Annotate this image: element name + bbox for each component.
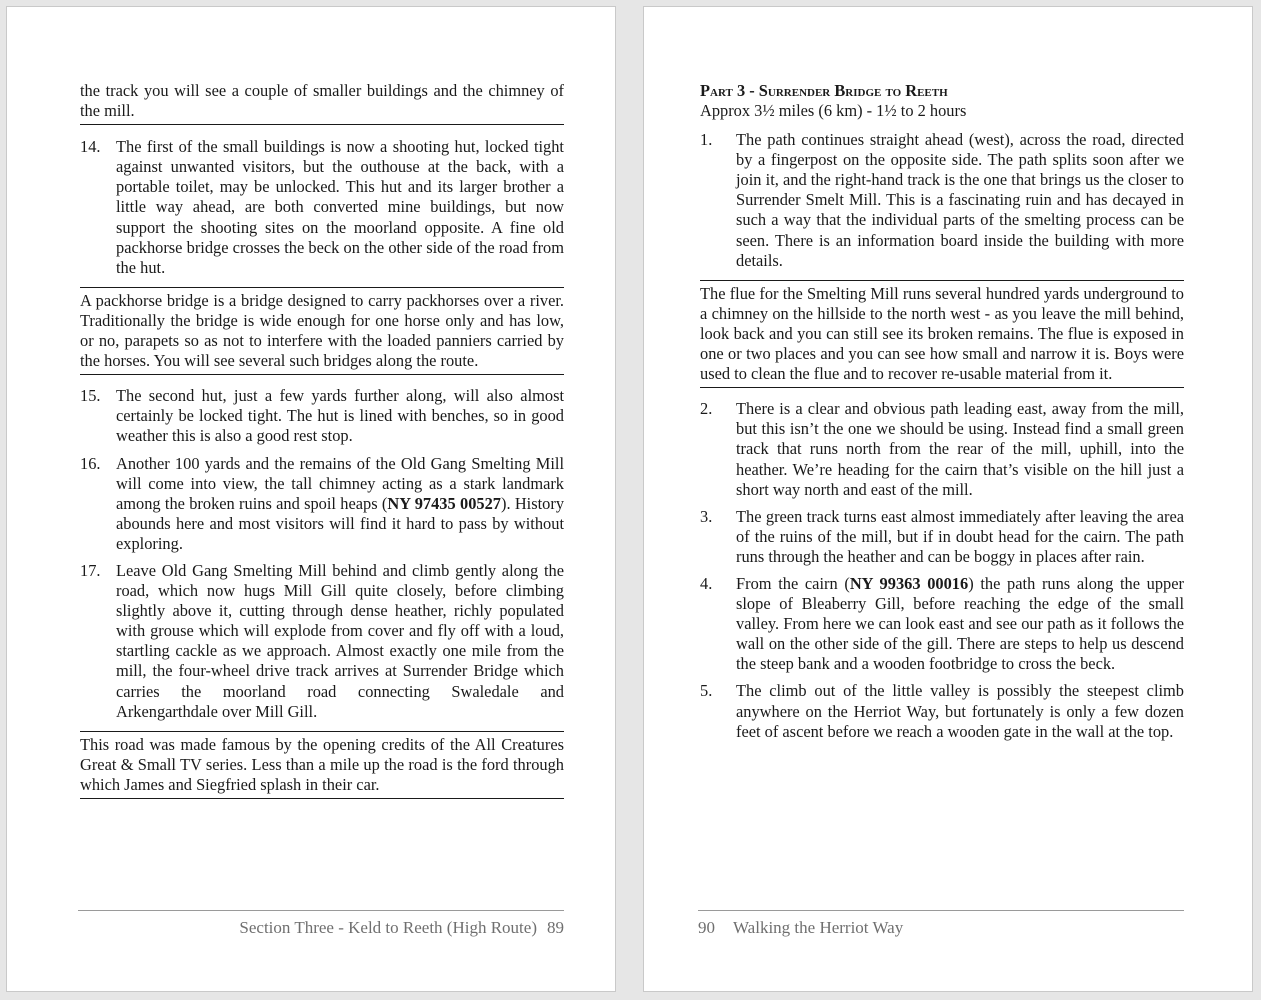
step-list	[700, 399, 1184, 742]
list-item	[80, 561, 564, 722]
step-number: 14.	[80, 137, 101, 157]
page-footer	[698, 910, 1184, 938]
step-list	[700, 130, 1184, 271]
left-page	[6, 6, 616, 992]
list-item	[700, 681, 1184, 741]
left-page-content	[80, 81, 564, 810]
step-text: The green track turns east almost immediately after leaving the area of the ruins of the mill, but if in doubt head for the cairn. The path runs through the heather and can be boggy in places after rain.	[736, 506, 1184, 566]
info-box: This road was made famous by the opening credits of the All Creatures Great & Small TV series. Less than a mile up the road is the ford through which James and Siegfried splash in their car.	[80, 731, 564, 799]
step-list	[80, 137, 564, 278]
step-text-part: From the cairn (	[736, 573, 850, 593]
step-number: 4.	[700, 573, 713, 593]
page-number: 90	[698, 918, 715, 937]
step-text: There is a clear and obvious path leading east, away from the mill, but this isn’t the one we should be using. Instead find a small green track that runs north from the rear of the mill, uphill, into the heather. We’re heading for the cairn that’s visible on the hill just a short way north and east of the mill.	[736, 399, 1184, 499]
list-item	[700, 507, 1184, 567]
step-number: 5.	[700, 681, 713, 701]
info-box: The flue for the Smelting Mill runs several hundred yards underground to a chimney on the hillside to the north west - as you leave the mill behind, look back and you can still see its broken remains. The flue is exposed in one or two places and you can see how small and narrow it is. Boys were used to clean the flue and to recover re-usable material from it.	[700, 280, 1184, 388]
right-page-content	[700, 81, 1184, 749]
step-text-part: ) the path runs along the upper slope of Bleaberry Gill, before reaching the edge of the small valley. From here we can look east and see our path as it follows the wall on the other side of the gill. There are steps to help us descend the steep bank and a wooden footbridge to cross the beck.	[736, 573, 1184, 674]
footer-book-title: Walking the Herriot Way	[733, 918, 904, 937]
step-text	[116, 454, 564, 553]
step-list	[80, 386, 564, 722]
step-text: The second hut, just a few yards further along, will also almost certainly be locked tight. The hut is lined with benches, so in good weather this is also a good rest stop.	[116, 386, 564, 446]
step-text	[736, 574, 1184, 673]
step-number: 3.	[700, 506, 713, 526]
list-item	[80, 454, 564, 554]
list-item	[700, 574, 1184, 674]
list-item	[80, 137, 564, 278]
step-number: 17.	[80, 560, 101, 580]
step-text: The climb out of the little valley is possibly the steepest climb anywhere on the Herriot Way, but fortunately is only a few dozen feet of ascent before we reach a wooden gate in the wall at the top.	[736, 681, 1184, 741]
list-item	[700, 130, 1184, 271]
right-page	[643, 6, 1253, 992]
step-number: 16.	[80, 453, 101, 473]
part-heading: Part 3 - Surrender Bridge to Reeth	[700, 81, 948, 100]
step-number: 1.	[700, 130, 713, 150]
step-text: The path continues straight ahead (west), across the road, directed by a fingerpost on the opposite side. The path splits soon after we join it, and the right-hand track is the one that brings us the closer to Surrender Smelt Mill. This is a fascinating ruin and has decayed in such a way that the individual parts of the smelting process can be seen. There is an information board inside the building with more details.	[736, 130, 1184, 270]
grid-reference: NY 99363 00016	[849, 573, 969, 593]
part-subheading: Approx 3½ miles (6 km) - 1½ to 2 hours	[700, 101, 967, 120]
step-number: 2.	[700, 399, 713, 419]
step-text: The first of the small buildings is now a shooting hut, locked tight against unwanted visitors, but the outhouse at the back, with a portable toilet, may be unlocked. This hut and its larger brother a little way ahead, are both converted mine buildings, but now support the shooting sites on the moorland opposite. A fine old packhorse bridge crosses the beck on the other side of the road from the hut.	[116, 137, 564, 277]
page-footer	[78, 910, 564, 938]
step-text: Leave Old Gang Smelting Mill behind and climb gently along the road, which now hugs Mill Gill quite closely, before climbing slightly above it, cutting through dense heather, richly populated with grouse which will explode from cover and fly off with a loud, startling cackle as we approach. Almost exactly one mile from the mill, the four-wheel drive track arrives at Surrender Bridge which carries the moorland road connecting Swaledale and Arkengarthdale over Mill Gill.	[116, 560, 564, 721]
footer-section-title: Section Three - Keld to Reeth (High Route)	[239, 918, 537, 937]
continued-paragraph: the track you will see a couple of smaller buildings and the chimney of the mill.	[80, 81, 564, 125]
step-number: 15.	[80, 386, 101, 406]
page-number: 89	[547, 918, 564, 937]
grid-reference: NY 97435 00527	[387, 493, 501, 513]
step-text-part: Another 100 yards and the remains of the Old Gang Smelting Mill will come into view, the tall chimney acting as a stark landmark among the broken ruins and spoil heaps (	[116, 453, 564, 513]
list-item	[80, 386, 564, 446]
info-box: A packhorse bridge is a bridge designed to carry packhorses over a river. Traditionally the bridge is wide enough for one horse only and has low, or no, parapets so as not to interfere with the loaded panniers carried by the horses. You will see several such bridges along the route.	[80, 287, 564, 375]
step-text-part: ). History abounds here and most visitors will find it hard to pass by without exploring.	[116, 493, 565, 553]
list-item	[700, 399, 1184, 499]
